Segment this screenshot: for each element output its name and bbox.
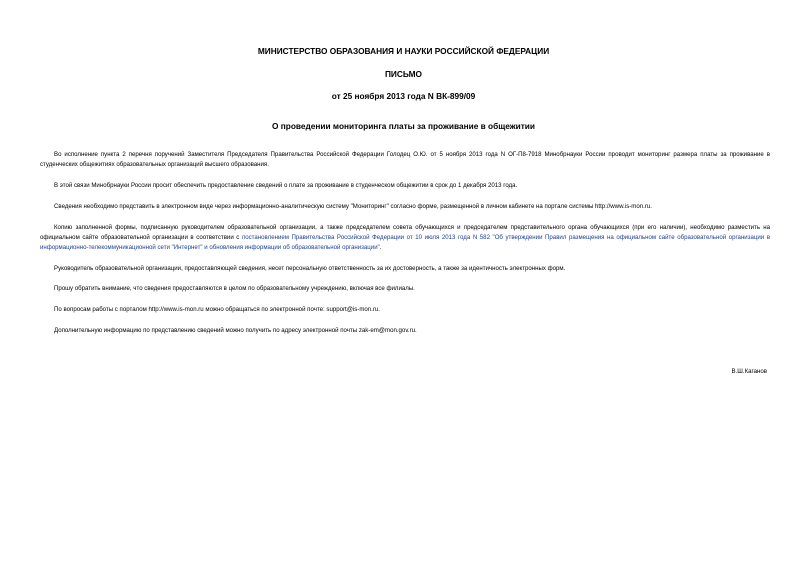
paragraph-4-text-before: Копию заполненной формы, подписанную руководителем образовательной организации, а также председателем совета обучающихся и председателем представительного органа обучающихся (при его наличии), необходимо разместить на официальном сайте образовательной организации в соответствии с: [40, 224, 770, 241]
paragraph-8: Дополнительную информацию по представлению сведений можно получить по адресу электронной почты zak-em@mon.gov.ru.: [54, 327, 417, 334]
paragraph-4: [40, 223, 770, 253]
signature: В.Ш.Каганов: [731, 368, 767, 375]
paragraph-1: Во исполнение пункта 2 перечня поручений Заместителя Председателя Правительства Российской Федерации Голодец О.Ю. от 5 ноября 2013 года N ОГ-П8-7918 Минобрнауки России проводит мониторинг размера платы за проживание в студенческих общежитиях образовательных организаций высшего образования.: [40, 151, 770, 168]
paragraph-2: В этой связи Минобрнауки России просит обеспечить предоставление сведений о плате за проживание в студенческом общежитии в срок до 1 декабря 2013 года.: [54, 182, 518, 189]
ministry-heading: МИНИСТЕРСТВО ОБРАЗОВАНИЯ И НАУКИ РОССИЙСКОЙ ФЕДЕРАЦИИ: [257, 46, 550, 56]
paragraph-3: Сведения необходимо представить в электронном виде через информационно-аналитическую систему "Мониторинг" согласно форме, размещенной в личном кабинете на портале системы http://www.is-mon.ru.: [54, 203, 652, 210]
paragraph-6: Прошу обратить внимание, что сведения предоставляются в целом по образовательному учреждению, включая все филиалы.: [54, 285, 415, 292]
date-number-heading: от 25 ноября 2013 года N ВК-899/09: [331, 91, 476, 101]
resolution-582-link[interactable]: постановлением Правительства Российской Федерации от 10 июля 2013 года N 582 "Об утверждении Правил размещения на официальном сайте образовательной организации в информационно-телекоммуникационной сети "Интернет" и обновления информации об образовательной организации": [40, 234, 771, 251]
paragraph-4-text-after: .: [379, 244, 382, 251]
subject-heading: О проведении мониторинга платы за проживание в общежитии: [272, 121, 535, 131]
paragraph-7: По вопросам работы с порталом http://www.is-mon.ru можно обращаться по электронной почте: support@is-mon.ru.: [54, 306, 380, 313]
paragraph-5: Руководитель образовательной организации, предоставляющей сведения, несет персональную ответственность за их достоверность, а также за идентичность электронных форм.: [54, 265, 566, 272]
document-type-heading: ПИСЬМО: [384, 69, 423, 79]
